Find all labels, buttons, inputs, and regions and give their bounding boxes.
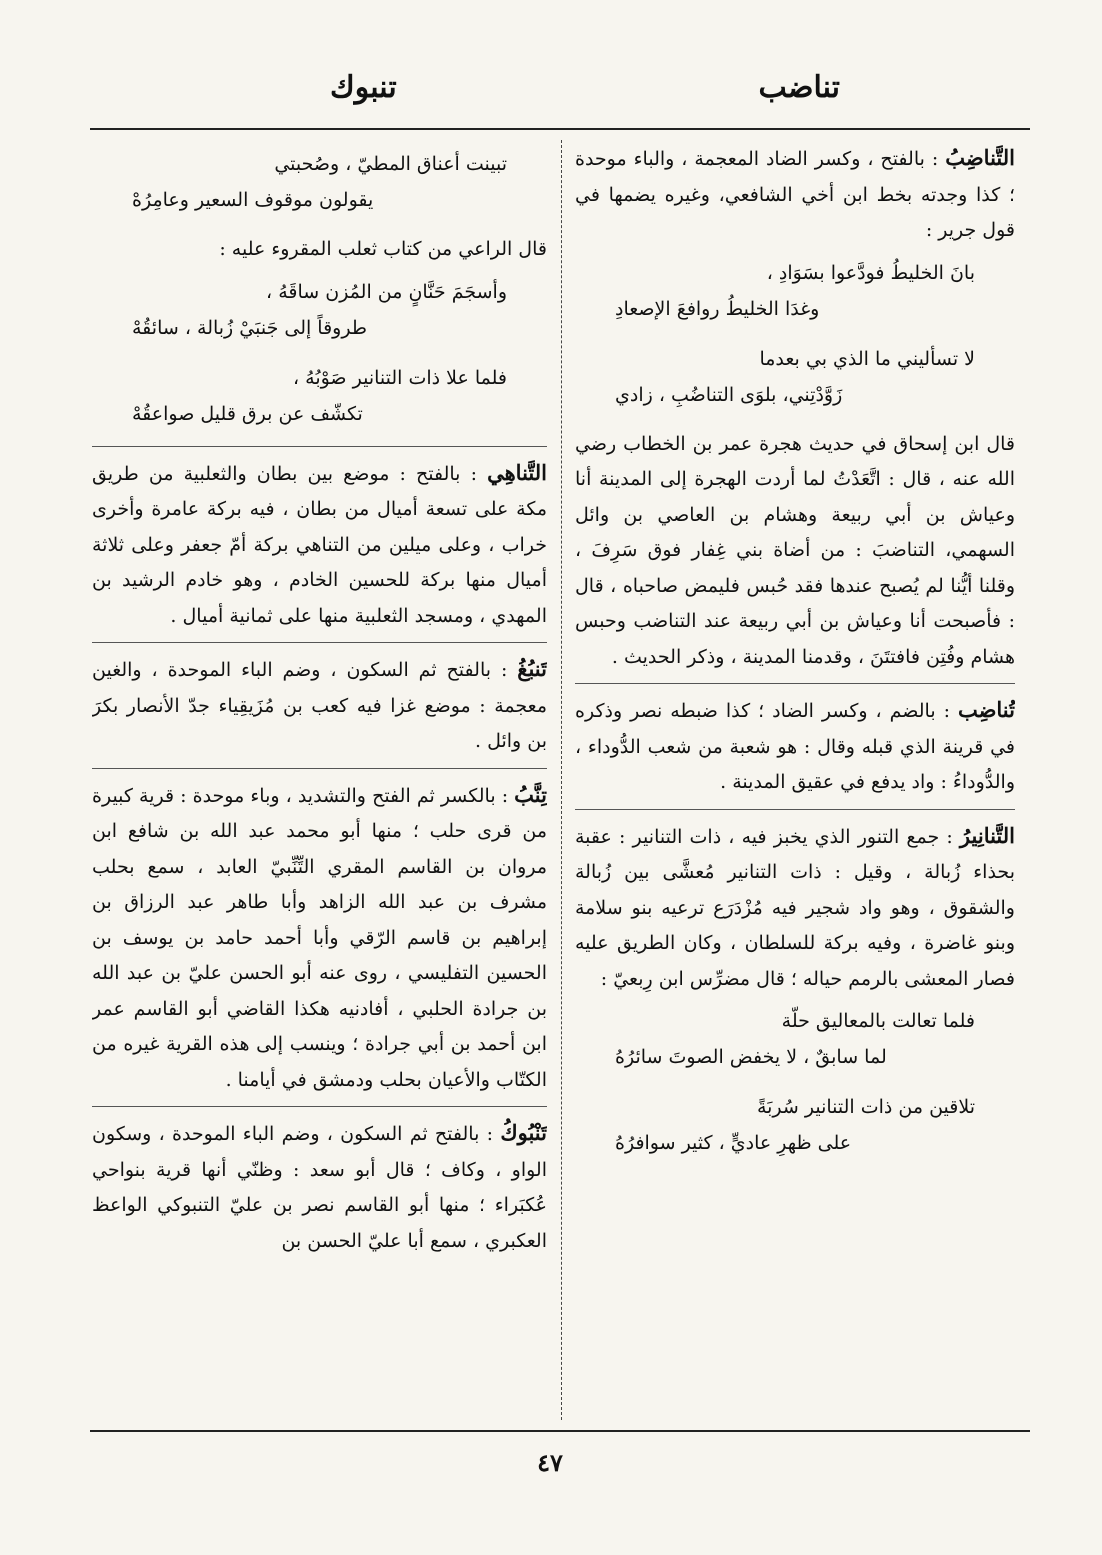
footer-rule	[90, 1430, 1030, 1432]
headword: التَّناضِبُ	[945, 145, 1015, 170]
entry-text: : بالفتح ، وكسر الضاد المعجمة ، والباء موحدة ؛ كذا وجدته بخط ابن أخي الشافعي، وغيره يضمها في قول جرير :	[575, 148, 1015, 241]
page-header	[90, 70, 1020, 120]
verse-line: لا تسأليني ما الذي بي بعدما	[759, 347, 975, 370]
verse-line: طروقاً إلى جَنبَيْ زُبالة ، سائقُهْ	[132, 316, 367, 339]
verse	[575, 1003, 1015, 1075]
entry-text: : بالفتح ثم السكون ، وضم الباء الموحدة ، والغين معجمة : موضع غزا فيه كعب بن مُزَيقِياء جدّ الأنصار بكرَ بن وائل .	[92, 659, 547, 752]
entry-tunadib	[575, 692, 1015, 801]
verse-line: وغدَا الخليطُ روافعَ الإصعادِ	[615, 297, 820, 320]
entry-text: : بالكسر ثم الفتح والتشديد ، وباء موحدة : قرية كبيرة من قرى حلب ؛ منها أبو محمد عبد الله بن شافع ابن مروان بن القاسم المقري التِّنِّبيّ العابد ، سمع بحلب مشرف بن عبد الله الزاهد وأبا طاهر عبد الرزاق بن إبراهيم بن قاسم الرّقي وأبا أحمد حامد بن يوسف بن الحسين التفليسي ، روى عنه أبو الحسن عليّ بن عبد الله بن جرادة الحلبي ، أفادنيه هكذا القاضي أبو القاسم عمر ابن أحمد بن أبي جرادة ؛ وينسب إلى هذه القرية غيره من الكتّاب والأعيان بحلب ودمشق في أيامنا .	[92, 784, 547, 1091]
entry-text: : بالضم ، وكسر الضاد ؛ كذا ضبطه نصر وذكره في قرينة الذي قبله وقال : هو شعبة من شعب الدُّوداء ، والدُّوداءُ : واد يدفع في عقيق المدينة .	[575, 700, 1015, 793]
verse-line: فلما تعالت بالمعاليق حلّة	[781, 1010, 975, 1032]
entry-tanbugh	[92, 651, 547, 760]
right-column	[575, 140, 1015, 1420]
verse-line: زَوَّدْتِني، بلوَى التناضُبِ ، زادي	[615, 383, 843, 406]
verse-line: وأسجَمَ حَنَّانٍ من المُزن ساقَهُ ،	[266, 280, 507, 303]
verse	[575, 255, 1015, 327]
entry-separator	[92, 1106, 547, 1107]
entry-tanahi	[92, 455, 547, 635]
headword: تِنَّبُ	[514, 781, 547, 807]
entry-tanbuk	[92, 1115, 547, 1259]
verse-line: فلما علا ذات التنانير صَوْبُهُ ،	[292, 366, 507, 389]
running-head-left: تنبوك	[330, 70, 397, 105]
entry-text: قال ابن إسحاق في حديث هجرة عمر بن الخطاب رضي الله عنه ، قال : اتَّعَدْتُ لما أردت الهجرة إلى المدينة أنا وعياش بن أبي ربيعة وهشام بن العاصي بن وائل السهمي، التناضبَ : من أضاة بني غِفار فوق سَرِفَ ، وقلنا أيُّنا لم يُصبح عندها فقد حُبس فليمض صاحباه ، قال : فأصبحت أنا وعياش بن أبي ربيعة عند التناضب وحبس هشام وفُتِن فافتتَنَ ، وقدمنا المدينة ، وذكر الحديث .	[575, 432, 1015, 668]
entry-separator	[92, 768, 547, 769]
verse-line: تبينت أعناق المطيّ ، وصُحبتي	[274, 153, 507, 175]
verse-line: تلاقين من ذات التنانير سُربَةً	[756, 1096, 975, 1118]
verse	[575, 1089, 1015, 1161]
verse	[92, 146, 547, 218]
entry-text: : بالفتح : موضع بين بطان والثعلبية من طريق مكة على تسعة أميال من بطان ، فيه بركة عامرة وأخرى خراب ، وعلى ميلين من التناهي بركة أمّ جعفر وعلى ثلاثة أميال منها بركة للحسين الخادم ، وهو خادم الرشيد بن المهدي ، ومسجد الثعلبية منها على ثمانية أميال .	[92, 462, 547, 627]
entry-separator	[575, 809, 1015, 810]
column-divider	[561, 140, 562, 1420]
verse-line: بانَ الخليطُ فودَّعوا بسَوَادِ ،	[766, 261, 975, 284]
headword: تُناضِب	[957, 697, 1015, 722]
entry-separator	[575, 683, 1015, 684]
verse-line: تكشّف عن برق قليل صواعقُهْ	[132, 402, 363, 425]
verse	[575, 341, 1015, 413]
running-head-right: تناضب	[758, 70, 840, 105]
headword: تَنبُغُ	[517, 656, 547, 681]
entry-separator	[92, 642, 547, 643]
entry-tinnab	[92, 777, 547, 1099]
verse-line: يقولون موقوف السعير وعامِرُهْ	[132, 189, 374, 211]
entry-tanadub	[575, 140, 1015, 675]
entry-text: قال الراعي من كتاب ثعلب المقروء عليه :	[219, 238, 547, 260]
verse-line: لما سابقٌ ، لا يخفض الصوتَ سائرُهُ	[615, 1046, 887, 1068]
left-column	[92, 140, 547, 1420]
headword: التَّنانِيرُ	[959, 822, 1015, 848]
verse-line: على ظهرِ عاديٍّ ، كثير سوافرُهُ	[615, 1132, 852, 1154]
headword: تَنْبُوكُ	[500, 1120, 547, 1145]
entry-text: : جمع التنور الذي يخبز فيه ، ذات التنانير : عقبة بحذاء زُبالة ، وقيل : ذات التنانير مُعشَّى بين زُبالة والشقوق ، وهو واد شجير فيه مُزْدَرَع ترعيه بنو سلامة وبنو غاضرة ، وفيه بركة للسلطان ، وكان الطريق عليه فصار المعشى بالرمم حياله ؛ قال مضرِّس ابن رِبعيّ :	[575, 825, 1015, 990]
entry-text: : بالفتح ثم السكون ، وضم الباء الموحدة ، وسكون الواو ، وكاف ؛ قال أبو سعد : وظنّي أنها قرية بنواحي عُكبَراء ؛ منها أبو القاسم نصر بن عليّ التنبوكي الواعظ العكبري ، سمع أبا عليّ الحسن بن	[92, 1123, 547, 1252]
header-rule	[90, 128, 1030, 130]
verse	[92, 274, 547, 346]
headword: التَّناهِي	[487, 459, 547, 485]
entry-tananir-cont	[92, 146, 547, 432]
page-number: ٤٧	[537, 1448, 563, 1477]
entry-tananir	[575, 818, 1015, 1162]
verse	[92, 360, 547, 432]
entry-separator	[92, 446, 547, 447]
